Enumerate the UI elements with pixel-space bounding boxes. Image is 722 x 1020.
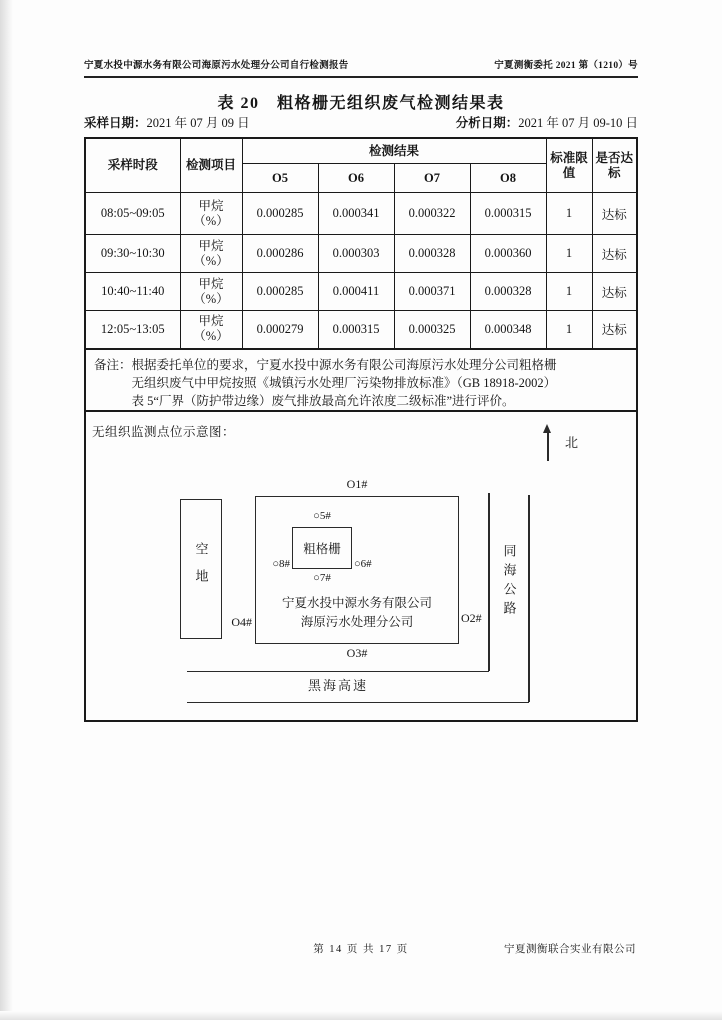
cell-time: 12:05~13:05 [85,311,180,349]
sample-date-value: 2021 年 07 月 09 日 [146,116,250,130]
point-o2-label: O2# [461,610,482,625]
tonghai-road-label [489,543,529,621]
cell-status: 达标 [592,235,637,273]
heihai-highway-label: 黑海高速 [307,677,368,693]
heihai-highway-top-line [187,671,489,673]
analysis-date-value: 2021 年 07 月 09-10 日 [518,116,638,130]
item-name: 甲烷 [198,198,224,213]
point-6-label: ○6# [354,557,372,570]
cell-value: 0.000328 [394,235,470,273]
heihai-highway-bottom-line [187,702,529,704]
coarse-screen-rect [292,527,352,569]
col-header-point-o5: O5 [242,164,318,193]
cell-value: 0.000285 [242,273,318,311]
item-name: 甲烷 [198,238,224,253]
col-header-time: 采样时段 [85,138,180,193]
sample-date [84,113,250,131]
cell-value: 0.000411 [318,273,394,311]
cell-value: 0.000322 [394,193,470,235]
item-name: 甲烷 [198,314,224,329]
col-header-point-o8: O8 [470,164,546,193]
dates-row [84,113,638,131]
cell-value: 0.000315 [318,311,394,349]
remarks-text [132,356,557,410]
point-o3-label: O3# [346,645,368,660]
table-row [85,273,637,311]
diagram-caption: 无组织监测点位示意图： [92,424,236,439]
cell-limit: 1 [546,193,592,235]
point-8-label: ○8# [272,557,290,570]
cell-value: 0.000328 [470,273,546,311]
item-unit: （%） [193,329,229,344]
results-table [84,137,638,350]
cell-value: 0.000325 [394,311,470,349]
cell-time: 08:05~09:05 [85,193,180,235]
point-7-label: ○7# [313,571,331,584]
company-name-line2: 海原污水处理分公司 [300,614,414,629]
cell-limit: 1 [546,311,592,349]
col-header-point-o6: O6 [318,164,394,193]
remarks-line: 根据委托单位的要求，宁夏水投中源水务有限公司海原污水处理分公司粗格栅 [131,357,557,372]
doc-header [84,57,638,78]
cell-item [180,193,242,235]
cell-value: 0.000303 [318,235,394,273]
analysis-date [456,113,638,131]
cell-status: 达标 [592,193,637,235]
page-number: 第 14 页 共 17 页 [313,944,409,955]
cell-limit: 1 [546,235,592,273]
remarks-line: 表 5“厂界（防护带边缘）废气排放最高允许浓度二级标准”进行评价。 [131,393,515,408]
point-o4-label: O4# [231,614,252,629]
cell-value: 0.000286 [242,235,318,273]
table-row [85,193,637,235]
north-arrow-icon [543,424,551,433]
north-arrow-line [547,433,549,461]
north-label: 北 [565,434,579,450]
empty-lot-label: 空地 [193,541,209,596]
company-name-line1: 宁夏水投中源水务有限公司 [281,595,432,610]
empty-lot-rect [180,499,222,639]
cell-item [180,273,242,311]
remarks-line: 无组织废气中甲烷按照《城镇污水处理厂污染物排放标准》（GB 18918-2002） [131,375,557,390]
remarks-section [84,348,638,412]
doc-header-left: 宁夏水投中源水务有限公司海原污水处理分公司自行检测报告 [84,61,349,71]
remarks-label: 备注： [94,357,132,372]
item-unit: （%） [193,253,229,268]
cell-value: 0.000285 [242,193,318,235]
report-title: 表 20 粗格栅无组织废气检测结果表 [217,95,505,112]
table-row [85,311,637,349]
tonghai-road-text: 同海公路 [501,543,517,620]
col-header-status: 是否达标 [592,138,637,193]
item-unit: （%） [193,291,229,306]
cell-item [180,311,242,349]
table-row [85,235,637,273]
scan-edge-left [0,0,13,1020]
company-name [255,594,459,632]
main-content [84,137,638,722]
cell-value: 0.000348 [470,311,546,349]
col-header-item: 检测项目 [180,138,242,193]
cell-status: 达标 [592,311,637,349]
point-5-label: ○5# [313,509,331,522]
scan-edge-bottom [0,1011,722,1020]
cell-value: 0.000341 [318,193,394,235]
cell-time: 10:40~11:40 [85,273,180,311]
cell-limit: 1 [546,273,592,311]
page-footer [84,941,638,957]
col-header-result: 检测结果 [242,138,546,164]
cell-value: 0.000279 [242,311,318,349]
item-unit: （%） [193,213,229,228]
point-o1-label: O1# [346,476,368,491]
footer-company: 宁夏测衡联合实业有限公司 [504,944,636,955]
monitoring-points-diagram [84,410,638,722]
col-header-limit: 标准限值 [546,138,592,193]
doc-header-right: 宁夏测衡委托 2021 第（1210）号 [494,61,638,71]
coarse-screen-label: 粗格栅 [303,541,341,556]
item-name: 甲烷 [198,276,224,291]
cell-value: 0.000315 [470,193,546,235]
cell-status: 达标 [592,273,637,311]
cell-value: 0.000360 [470,235,546,273]
analysis-date-label: 分析日期： [455,116,519,130]
cell-value: 0.000371 [394,273,470,311]
sample-date-label: 采样日期： [84,116,147,130]
cell-time: 09:30~10:30 [85,235,180,273]
cell-item [180,235,242,273]
col-header-point-o7: O7 [394,164,470,193]
